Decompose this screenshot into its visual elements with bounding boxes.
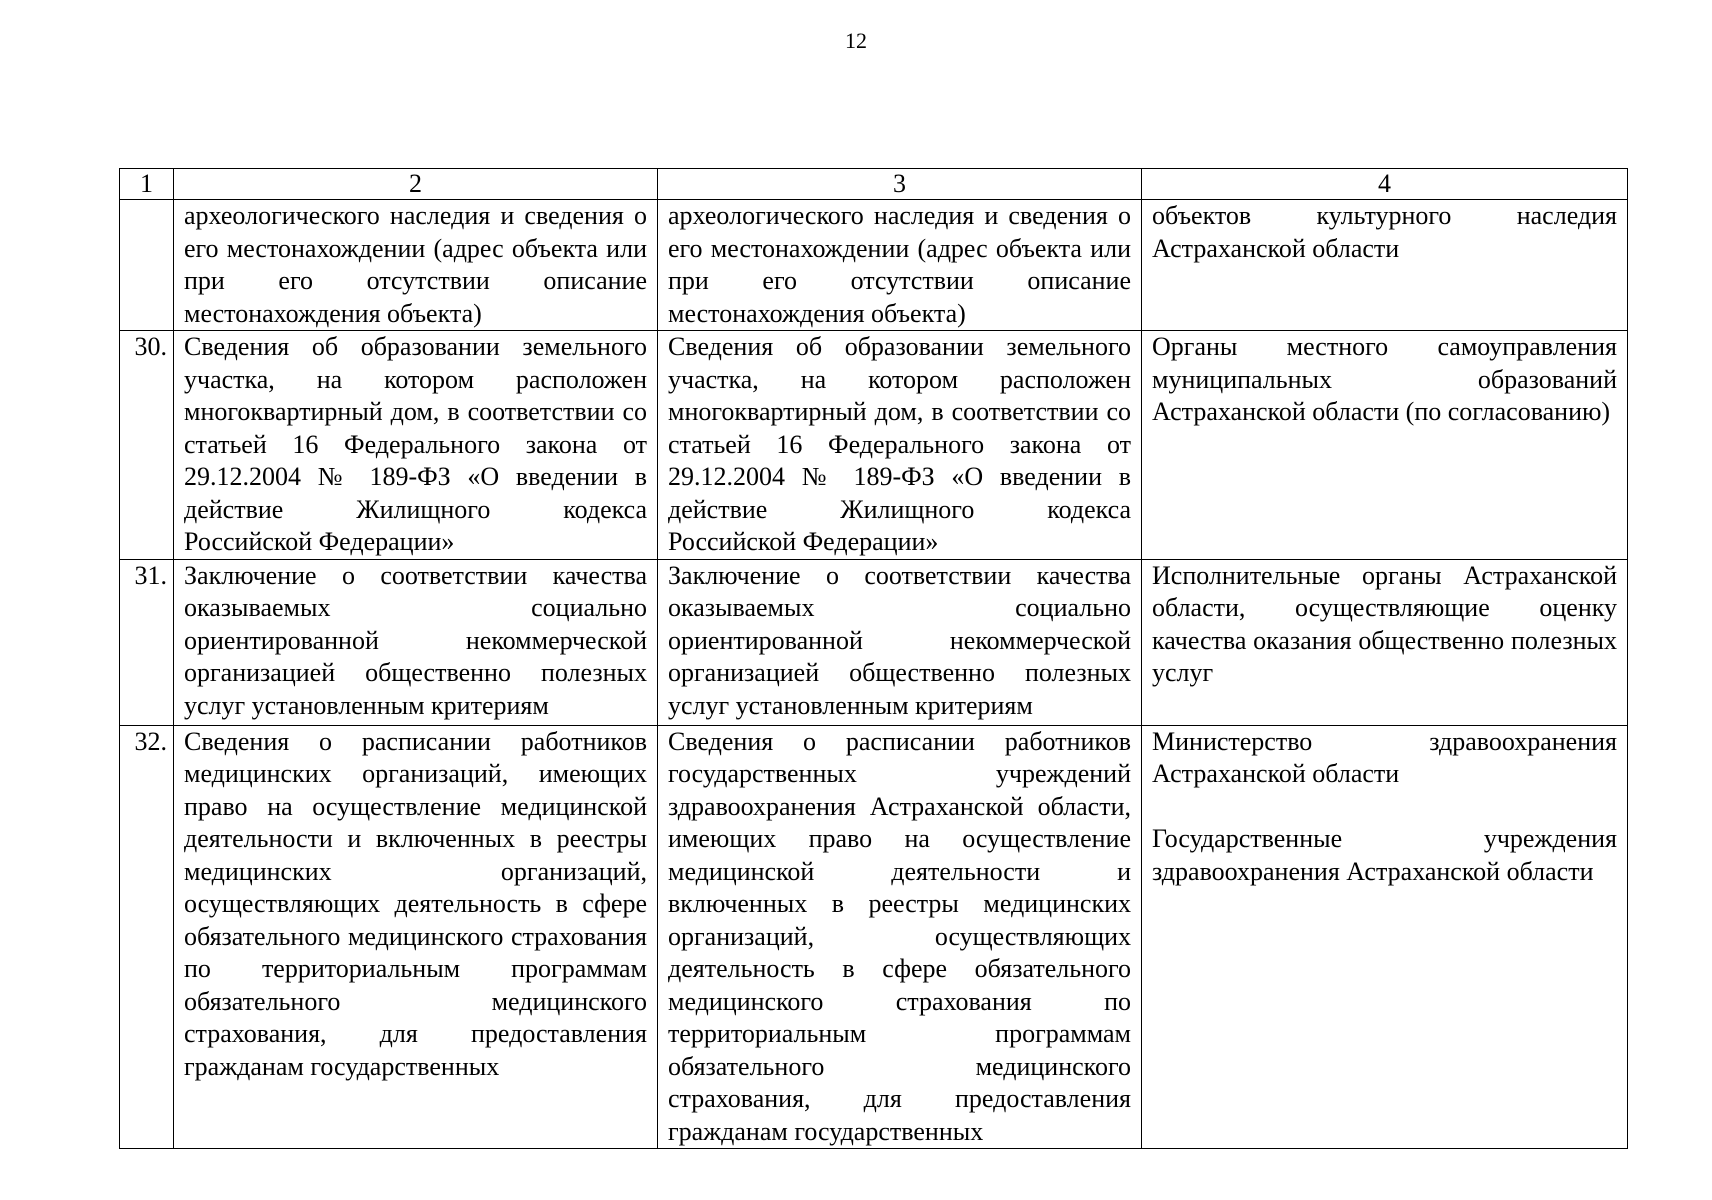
- row-number: 31.: [120, 559, 174, 725]
- column-header-3: 3: [658, 169, 1142, 200]
- column-header-1: 1: [120, 169, 174, 200]
- column-header-4: 4: [1142, 169, 1628, 200]
- data-name-cell: археологического наследия и сведения о его местонахождении (адрес объекта или при его отсутствии описание местонахождения объекта): [174, 200, 658, 331]
- responsible-body-cell: [1142, 331, 1628, 560]
- row-number: 32.: [120, 725, 174, 1149]
- column-header-2: 2: [174, 169, 658, 200]
- table-row: [120, 725, 1628, 1149]
- table-header-row: [120, 169, 1628, 200]
- table-row: [120, 559, 1628, 725]
- data-composition-cell: Заключение о соответствии качества оказываемых социально ориентированной некоммерческой организацией общественно полезных услуг установленным критериям: [658, 559, 1142, 725]
- responsible-body-cell: [1142, 725, 1628, 1149]
- responsible-body-cell: [1142, 559, 1628, 725]
- responsible-body-text: объектов культурного наследия Астраханской области: [1152, 201, 1617, 263]
- data-composition-cell: Сведения о расписании работников государственных учреждений здравоохранения Астраханской области, имеющих право на осуществление медицинской деятельности и включенных в реестры медицинских организаций, осуществляющих деятельность в сфере обязательного медицинского страхования по территориальным программам обязательного медицинского страхования, для предоставления гражданам государственных: [658, 725, 1142, 1149]
- document-table: [119, 168, 1628, 1149]
- data-name-cell: Сведения об образовании земельного участка, на котором расположен многоквартирный дом, в соответствии со статьей 16 Федерального закона от 29.12.2004 № 189-ФЗ «О введении в действие Жилищного кодекса Российской Федерации»: [174, 331, 658, 560]
- responsible-body-text: Министерство здравоохранения Астраханской области: [1152, 726, 1617, 788]
- data-composition-cell: Сведения об образовании земельного участка, на котором расположен многоквартирный дом, в соответствии со статьей 16 Федерального закона от 29.12.2004 № 189-ФЗ «О введении в действие Жилищного кодекса Российской Федерации»: [658, 331, 1142, 560]
- table-row: [120, 331, 1628, 560]
- row-number: 30.: [120, 331, 174, 560]
- responsible-body-text: Исполнительные органы Астраханской области, осуществляющие оценку качества оказания общественно полезных услуг: [1152, 560, 1617, 687]
- responsible-body-cell: [1142, 200, 1628, 331]
- responsible-body-text: Государственные учреждения здравоохранения Астраханской области: [1152, 824, 1617, 886]
- table-row: [120, 200, 1628, 331]
- data-name-cell: Сведения о расписании работников медицинских организаций, имеющих право на осуществление медицинской деятельности и включенных в реестры медицинских организаций, осуществляющих деятельность в сфере обязательного медицинского страхования по территориальным программам обязательного медицинского страхования, для предоставления гражданам государственных: [174, 725, 658, 1149]
- responsible-body-text: Органы местного самоуправления муниципальных образований Астраханской области (по согласованию): [1152, 332, 1617, 426]
- page-number: 12: [845, 28, 867, 53]
- data-name-cell: Заключение о соответствии качества оказываемых социально ориентированной некоммерческой организацией общественно полезных услуг установленным критериям: [174, 559, 658, 725]
- data-composition-cell: археологического наследия и сведения о его местонахождении (адрес объекта или при его отсутствии описание местонахождения объекта): [658, 200, 1142, 331]
- row-number: [120, 200, 174, 331]
